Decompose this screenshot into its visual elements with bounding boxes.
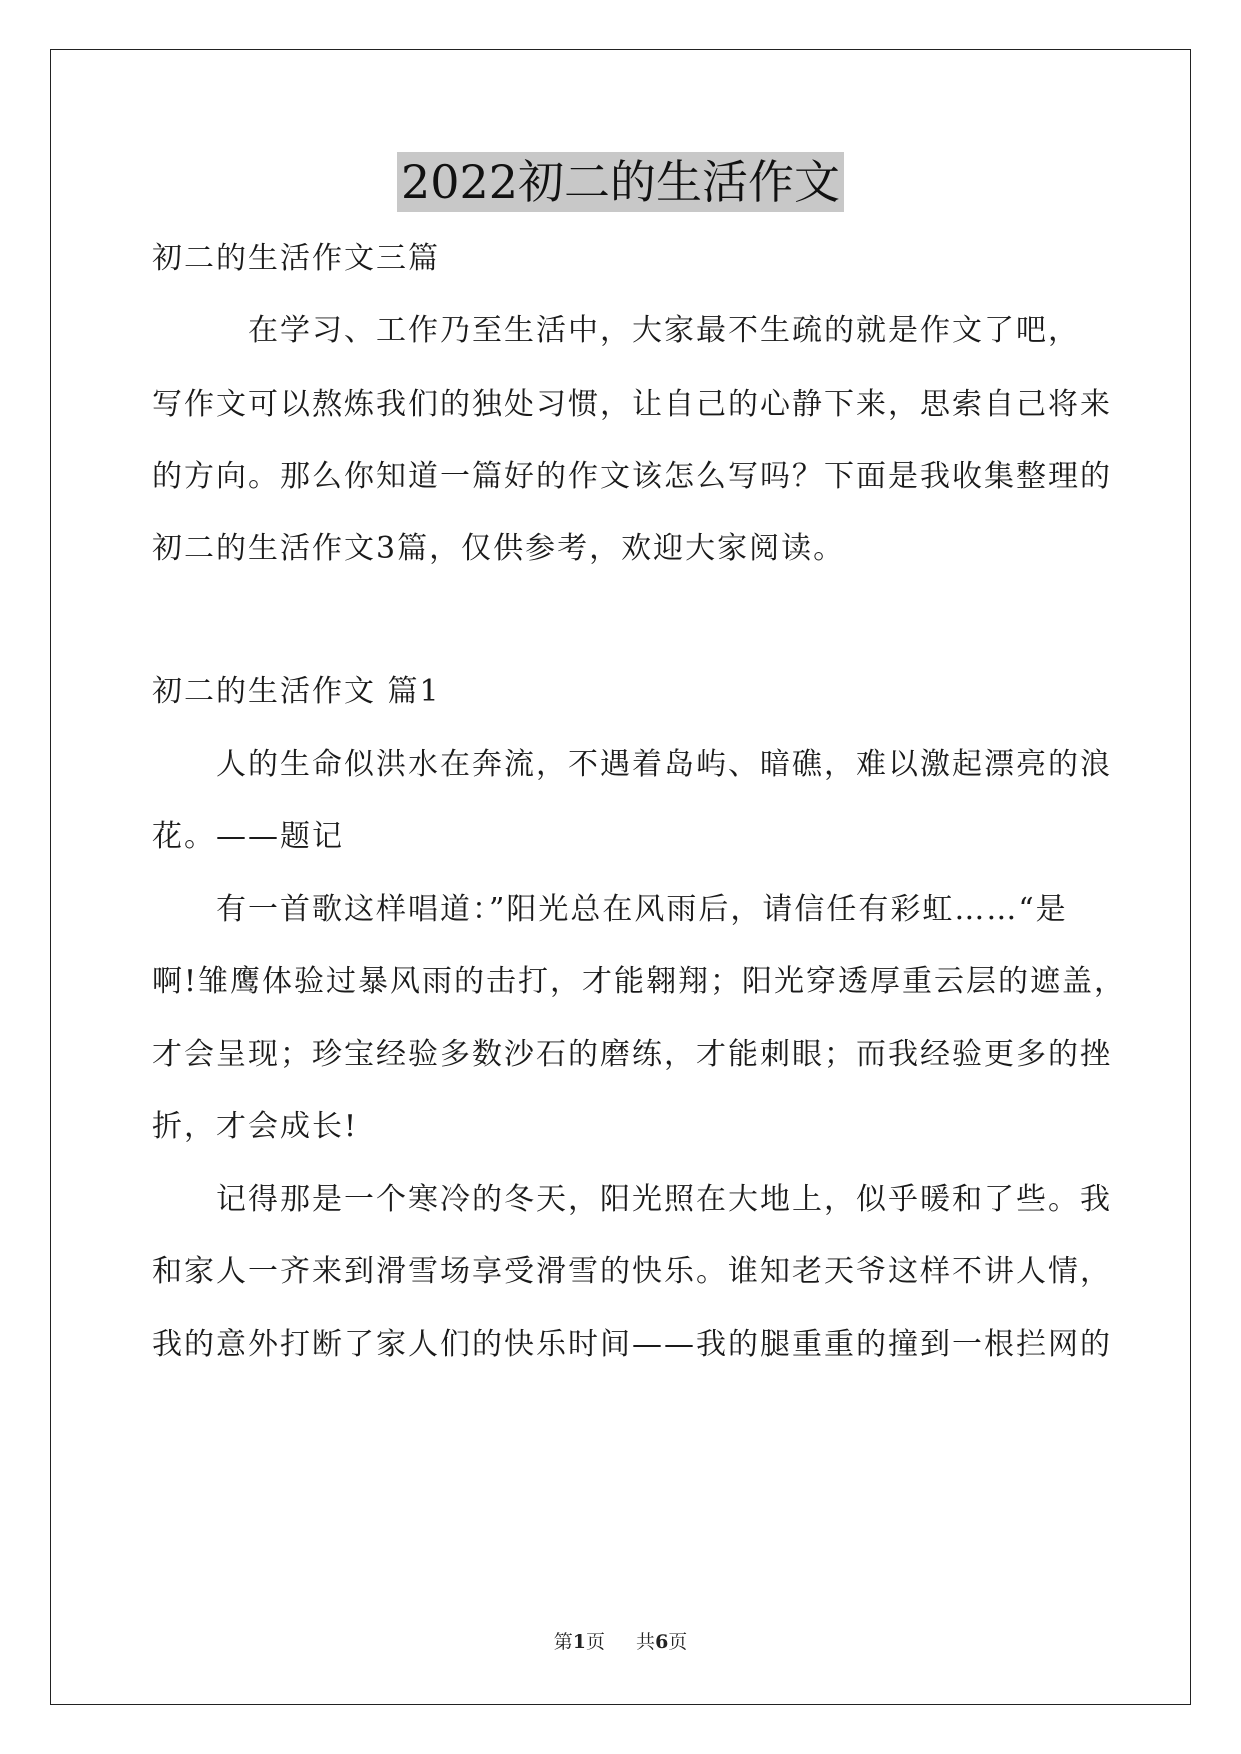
paragraph-line: 记得那是一个寒冷的冬天，阳光照在大地上，似乎暖和了些。我 <box>152 1182 1112 1217</box>
paragraph-line: 在学习、工作乃至生活中，大家最不生疏的就是作文了吧， <box>152 313 1080 348</box>
paragraph-line: 写作文可以熬炼我们的独处习惯，让自己的心静下来，思索自己将来 <box>152 387 1112 422</box>
footer-page-suffix: 页 <box>585 1631 605 1653</box>
title-container <box>0 152 1241 212</box>
paragraph-line: 和家人一齐来到滑雪场享受滑雪的快乐。谁知老天爷这样不讲人情， <box>152 1254 1112 1289</box>
page-border <box>50 49 1191 1705</box>
current-page-number: 1 <box>572 1631 586 1653</box>
footer-total-suffix: 页 <box>668 1631 688 1653</box>
paragraph-line: 初二的生活作文3篇，仅供参考，欢迎大家阅读。 <box>152 531 846 566</box>
section-heading: 初二的生活作文 篇1 <box>152 674 441 709</box>
paragraph-line: 才会呈现；珍宝经验多数沙石的磨练，才能刺眼；而我经验更多的挫 <box>152 1037 1112 1072</box>
footer-total-prefix: 共 <box>636 1631 656 1653</box>
paragraph-line: 人的生命似洪水在奔流，不遇着岛屿、暗礁，难以激起漂亮的浪 <box>152 747 1112 782</box>
document-title: 2022初二的生活作文 <box>397 152 844 212</box>
subtitle: 初二的生活作文三篇 <box>152 241 440 276</box>
paragraph-line: 的方向。那么你知道一篇好的作文该怎么写吗？下面是我收集整理的 <box>152 459 1112 494</box>
paragraph-line: 我的意外打断了家人们的快乐时间——我的腿重重的撞到一根拦网的 <box>152 1327 1112 1362</box>
paragraph-line: 啊!雏鹰体验过暴风雨的击打，才能翱翔；阳光穿透厚重云层的遮盖， <box>152 964 1127 999</box>
paragraph-line: 花。——题记 <box>152 819 344 854</box>
footer-prefix: 第 <box>553 1631 573 1653</box>
paragraph-line: 有一首歌这样唱道：”阳光总在风雨后，请信任有彩虹……“是 <box>152 892 1068 927</box>
page-footer <box>0 1630 1241 1654</box>
paragraph-line: 折，才会成长! <box>152 1109 359 1144</box>
total-page-number: 6 <box>655 1631 669 1653</box>
